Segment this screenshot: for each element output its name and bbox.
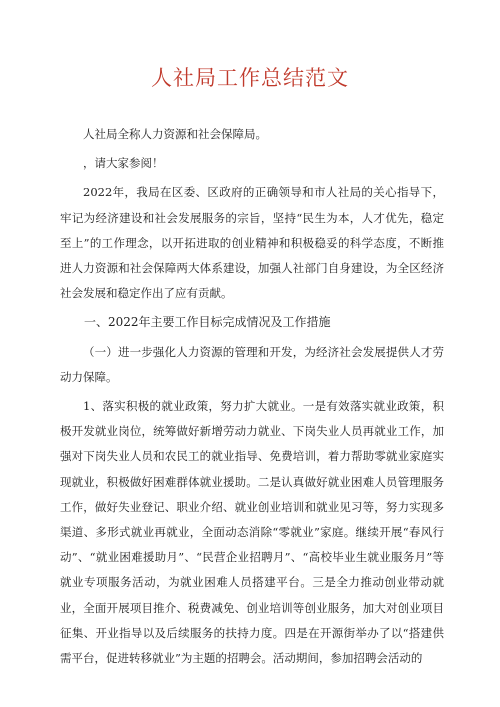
- section-heading: 一、2022年主要工作目标完成情况及工作措施: [84, 315, 331, 330]
- document-title: 人社局工作总结范文: [151, 66, 349, 90]
- greeting-paragraph: ，请大家参阅！: [83, 156, 164, 171]
- employment-paragraph: 1、落实积极的就业政策，努力扩大就业。一是有效落实就业政策，积极开发就业岗位，统筹做好新增劳动力就业、下岗失业人员再就业工作，加强对下岗失业人员和农民工的就业指导、免费培训，着力帮助零就业家庭实现就业，积极做好困难群体就业援助。二是认真做好就业困难人员管理服务工作，做好失业登记、职业介绍、就业创业培训和就业见习等，努力实现多渠道、多形式就业再就业，全面动态消除“零就业”家庭。继续开展“春风行动”、“就业困难援助月”、“民营企业招聘月”、“高校毕业生就业服务月”等就业专项服务活动，为就业困难人员搭建平台。三是全力推动创业带动就业，全面开展项目推介、税费减免、创业培训等创业服务，加大对创业项目征集、开业指导以及后续服务的扶持力度。四是在开源街举办了以“搭建供需平台，促进转移就业”为主题的招聘会。活动期间，参加招聘会活动的: [60, 399, 444, 666]
- intro-paragraph: 人社局全称人力资源和社会保障局。: [83, 127, 267, 141]
- subsection-heading: （一）进一步强化人力资源的管理和开发，为经济社会发展提供人才劳动力保障。: [60, 344, 444, 384]
- document-body: [60, 122, 444, 671]
- summary-paragraph: 2022年，我局在区委、区政府的正确领导和市人社局的关心指导下，牢记为经济建设和社会发展服务的宗旨，坚持“民生为本，人才优先，稳定至上”的工作理念，以开拓进取的创业精神和积极稳妥的科学态度，不断推进人力资源和社会保障两大体系建设，加强人社部门自身建设，为全区经济社会发展和稳定作出了应有贡献。: [60, 185, 444, 301]
